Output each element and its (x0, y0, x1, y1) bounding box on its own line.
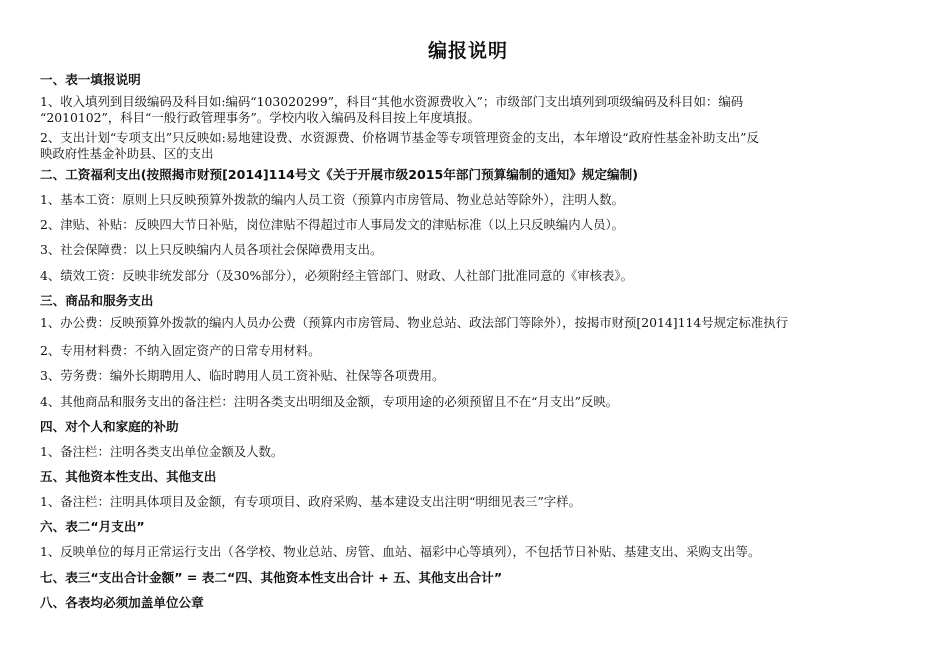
section-1-heading: 一、表一填报说明 (40, 72, 141, 87)
section-1-item-1-line-2: “2010102”，科目“一般行政管理事务”。学校内收入编码及科目按上年度填报。 (40, 110, 480, 125)
section-2-item-2: 2、津贴、补贴：反映四大节日补贴，岗位津贴不得超过市人事局发文的津贴标准（以上只反映编内人员）。 (40, 217, 625, 232)
document-title: 编报说明 (427, 40, 508, 62)
section-5-heading: 五、其他资本性支出、其他支出 (40, 469, 217, 484)
section-3-item-1: 1、办公费：反映预算外拨款的编内人员办公费（预算内市房管局、物业总站、政法部门等除外），按揭市财预[2014]114号规定标准执行 (40, 315, 789, 330)
section-8-heading: 八、各表均必须加盖单位公章 (40, 595, 204, 610)
section-1-item-2-line-2: 映政府性基金补助县、区的支出 (40, 146, 214, 161)
section-7-heading: 七、表三“支出合计金额” = 表二“四、其他资本性支出合计 + 五、其他支出合计” (40, 570, 503, 585)
section-1-item-2-line-1: 2、支出计划“专项支出”只反映如:易地建设费、水资源费、价格调节基金等专项管理资金的支出，本年增设“政府性基金补助支出”反 (40, 130, 759, 145)
section-2-item-3: 3、社会保障费：以上只反映编内人员各项社会保障费用支出。 (40, 242, 383, 257)
section-3-item-3: 3、劳务费：编外长期聘用人、临时聘用人员工资补贴、社保等各项费用。 (40, 368, 445, 383)
section-2-item-4: 4、绩效工资：反映非统发部分（及30%部分），必须附经主管部门、财政、人社部门批准同意的《审核表》。 (40, 268, 633, 283)
section-4-heading: 四、对个人和家庭的补助 (40, 419, 179, 434)
section-1-item-1-line-1: 1、收入填列到目级编码及科目如:编码“103020299”，科目“其他水资源费收入”；市级部门支出填列到项级编码及科目如：编码 (40, 94, 744, 109)
section-4-item-1: 1、备注栏：注明各类支出单位金额及人数。 (40, 444, 284, 459)
section-3-heading: 三、商品和服务支出 (40, 293, 154, 308)
section-2-heading: 二、工资福利支出(按照揭市财预[2014]114号文《关于开展市级2015年部门预算编制的通知》规定编制) (40, 167, 638, 182)
section-6-heading: 六、表二“月支出” (40, 519, 145, 534)
section-6-item-1: 1、反映单位的每月正常运行支出（各学校、物业总站、房管、血站、福彩中心等填列），不包括节日补贴、基建支出、采购支出等。 (40, 544, 761, 559)
section-2-item-1: 1、基本工资：原则上只反映预算外拨款的编内人员工资（预算内市房管局、物业总站等除外），注明人数。 (40, 192, 625, 207)
section-5-item-1: 1、备注栏：注明具体项目及金额，有专项项目、政府采购、基本建设支出注明“明细见表三”字样。 (40, 494, 581, 509)
section-3-item-2: 2、专用材料费：不纳入固定资产的日常专用材料。 (40, 343, 321, 358)
section-3-item-4: 4、其他商品和服务支出的备注栏：注明各类支出明细及金额，专项用途的必须预留且不在“月支出”反映。 (40, 394, 619, 409)
